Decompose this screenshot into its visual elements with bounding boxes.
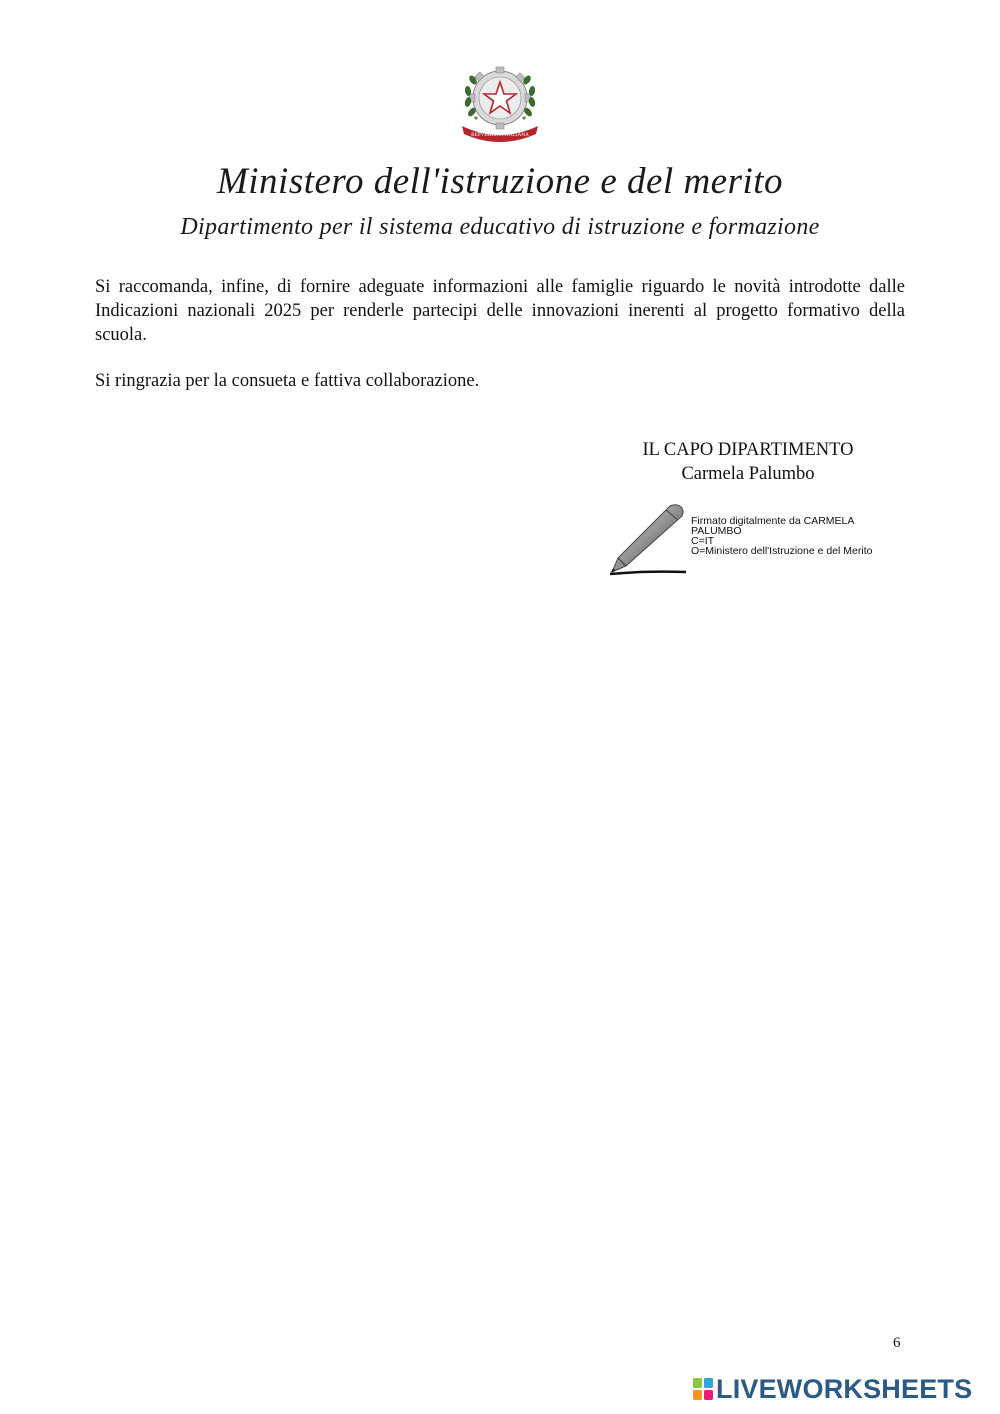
body-paragraph: Si raccomanda, infine, di fornire adeguate informazioni alle famiglie riguardo le novità introdotte dalle Indicazioni nazionali 2025 per renderle partecipi delle innovazioni inerenti al progetto formativo della scuola. bbox=[95, 277, 905, 345]
republic-emblem-icon bbox=[456, 60, 544, 144]
signatory-role: IL CAPO DIPARTIMENTO bbox=[642, 440, 854, 460]
digital-signature-block bbox=[691, 516, 872, 556]
digital-signature-line: Firmato digitalmente da CARMELA bbox=[691, 515, 855, 527]
digital-signature-line: C=IT bbox=[691, 535, 715, 547]
liveworksheets-logo[interactable] bbox=[693, 1376, 972, 1402]
closing-paragraph: Si ringrazia per la consueta e fattiva collaborazione. bbox=[95, 371, 480, 391]
liveworksheets-wordmark: LIVEWORKSHEETS bbox=[716, 1374, 973, 1404]
signatory-name: Carmela Palumbo bbox=[681, 464, 815, 484]
emblem-ribbon-text: REPVBBLICA ITALIANA bbox=[471, 132, 529, 138]
page-number: 6 bbox=[893, 1335, 901, 1351]
department-title: Dipartimento per il sistema educativo di istruzione e formazione bbox=[180, 214, 820, 240]
pen-icon bbox=[604, 500, 688, 578]
liveworksheets-icon bbox=[693, 1378, 713, 1400]
ministry-title: Ministero dell'istruzione e del merito bbox=[216, 161, 784, 202]
digital-signature-line: PALUMBO bbox=[691, 525, 742, 537]
digital-signature-line: O=Ministero dell'Istruzione e del Merito bbox=[691, 545, 873, 557]
